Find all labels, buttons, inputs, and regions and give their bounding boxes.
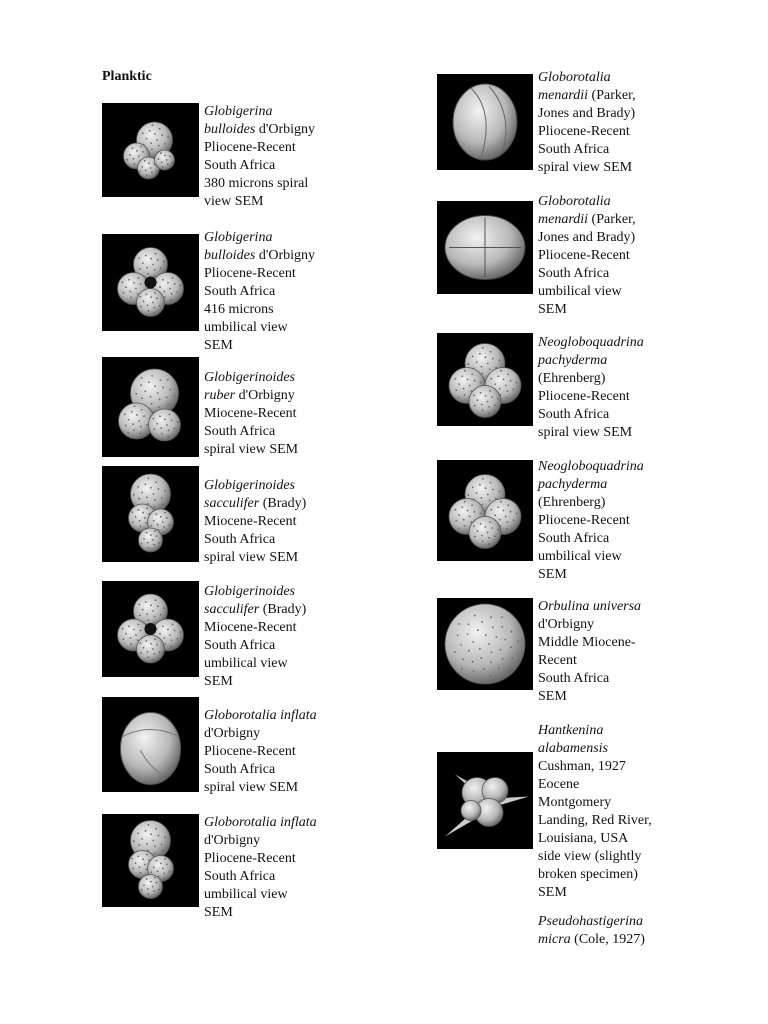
specimen-caption [204, 369, 298, 459]
sem-photo [102, 581, 199, 677]
caption-line: South Africa [204, 284, 276, 299]
species-name: Globigerina [204, 104, 273, 119]
caption-line: umbilical view [204, 887, 288, 902]
caption-line: side view (slightly [538, 849, 642, 864]
specimen-caption [204, 583, 306, 691]
sem-photo [102, 697, 199, 792]
species-name: sacculifer [204, 602, 260, 617]
species-name: ruber [204, 388, 236, 403]
caption-line: spiral view SEM [204, 780, 299, 795]
caption-line: Landing, Red River, [538, 813, 652, 828]
specimen-caption [538, 334, 644, 442]
caption-line: SEM [538, 302, 567, 317]
specimen-caption [538, 193, 636, 319]
caption-line: (Ehrenberg) [538, 371, 606, 386]
sem-photo [102, 103, 199, 197]
caption-line: South Africa [204, 638, 276, 653]
specimen-caption [204, 814, 317, 922]
specimen-caption [204, 477, 306, 567]
caption-line: umbilical view [204, 320, 288, 335]
caption-line: Pliocene-Recent [538, 389, 630, 404]
caption-line: South Africa [204, 869, 276, 884]
species-name: Pseudohastigerina [538, 914, 643, 929]
caption-line: Miocene-Recent [204, 620, 297, 635]
sem-photo [102, 357, 199, 457]
species-name: Hantkenina [538, 723, 604, 738]
sem-photo [102, 814, 199, 907]
caption-line: South Africa [204, 424, 276, 439]
specimen-caption [538, 722, 652, 902]
species-name: menardii [538, 88, 589, 103]
caption-line: SEM [204, 905, 233, 920]
caption-line: South Africa [538, 407, 610, 422]
caption-line: Miocene-Recent [204, 514, 297, 529]
species-name: Globorotalia inflata [204, 815, 317, 830]
species-name: Globigerina [204, 230, 273, 245]
caption-line: South Africa [538, 531, 610, 546]
sem-photo [437, 752, 533, 849]
caption-line: 380 microns spiral [204, 176, 309, 191]
author-text: (Cole, 1927) [570, 932, 645, 947]
sem-photo [102, 234, 199, 331]
caption-line: Pliocene-Recent [204, 140, 296, 155]
sem-photo [437, 598, 533, 690]
sem-photo [437, 460, 533, 561]
author-text: (Brady) [259, 496, 307, 511]
caption-line: Pliocene-Recent [538, 513, 630, 528]
caption-line: Pliocene-Recent [204, 266, 296, 281]
author-text: d'Orbigny [255, 122, 316, 137]
species-name: Neogloboquadrina [538, 459, 644, 474]
species-name: micra [538, 932, 571, 947]
author-text: (Parker, [588, 88, 636, 103]
caption-line: broken specimen) [538, 867, 638, 882]
species-name: menardii [538, 212, 589, 227]
caption-line: d'Orbigny [204, 833, 261, 848]
caption-line: South Africa [204, 158, 276, 173]
species-name: pachyderma [538, 477, 608, 492]
caption-line: umbilical view [538, 549, 622, 564]
species-name: Globorotalia inflata [204, 708, 317, 723]
caption-line: SEM [538, 567, 567, 582]
caption-line: umbilical view [538, 284, 622, 299]
author-text: (Parker, [588, 212, 636, 227]
specimen-caption [204, 229, 315, 355]
author-text: d'Orbigny [255, 248, 316, 263]
specimen-caption [538, 598, 641, 706]
species-name: Orbulina universa [538, 599, 642, 614]
species-name: Globorotalia [538, 70, 611, 85]
caption-line: SEM [204, 338, 233, 353]
caption-line: Miocene-Recent [204, 406, 297, 421]
sem-photo [437, 74, 533, 170]
sem-photo [437, 333, 533, 426]
caption-line: spiral view SEM [204, 442, 299, 457]
species-name: Globigerinoides [204, 370, 295, 385]
species-name: Globigerinoides [204, 584, 295, 599]
caption-line: 416 microns [204, 302, 274, 317]
author-text: d'Orbigny [235, 388, 295, 403]
specimen-caption [204, 707, 317, 797]
caption-line: Pliocene-Recent [538, 248, 630, 263]
sem-photo [102, 466, 199, 562]
caption-line: Pliocene-Recent [204, 851, 296, 866]
species-name: sacculifer [204, 496, 260, 511]
caption-line: view SEM [204, 194, 264, 209]
caption-line: d'Orbigny [538, 617, 595, 632]
author-text: (Brady) [259, 602, 307, 617]
specimen-caption [538, 458, 644, 584]
caption-line: SEM [538, 689, 567, 704]
caption-line: spiral view SEM [538, 425, 633, 440]
caption-line: South Africa [538, 142, 610, 157]
species-name: bulloides [204, 248, 256, 263]
species-name: bulloides [204, 122, 256, 137]
caption-line: South Africa [204, 762, 276, 777]
caption-line: Pliocene-Recent [538, 124, 630, 139]
caption-line: SEM [538, 885, 567, 900]
caption-line: South Africa [538, 266, 610, 281]
specimen-caption [538, 913, 645, 949]
section-heading: Planktic [102, 69, 152, 84]
species-name: pachyderma [538, 353, 608, 368]
caption-line: Cushman, 1927 [538, 759, 626, 774]
caption-line: Pliocene-Recent [204, 744, 296, 759]
specimen-caption [204, 103, 315, 211]
caption-line: Jones and Brady) [538, 230, 636, 245]
species-name: Globigerinoides [204, 478, 295, 493]
species-name: alabamensis [538, 741, 608, 756]
caption-line: d'Orbigny [204, 726, 261, 741]
species-name: Neogloboquadrina [538, 335, 644, 350]
caption-line: Middle Miocene- [538, 635, 636, 650]
caption-line: Montgomery [538, 795, 612, 810]
caption-line: Eocene [538, 777, 580, 792]
caption-line: spiral view SEM [538, 160, 633, 175]
caption-line: South Africa [538, 671, 610, 686]
caption-line: umbilical view [204, 656, 288, 671]
specimen-caption [538, 69, 636, 177]
caption-line: (Ehrenberg) [538, 495, 606, 510]
caption-line: SEM [204, 674, 233, 689]
caption-line: Recent [538, 653, 577, 668]
sem-photo [437, 201, 533, 294]
caption-line: spiral view SEM [204, 550, 299, 565]
caption-line: Jones and Brady) [538, 106, 636, 121]
caption-line: Louisiana, USA [538, 831, 629, 846]
species-name: Globorotalia [538, 194, 611, 209]
caption-line: South Africa [204, 532, 276, 547]
